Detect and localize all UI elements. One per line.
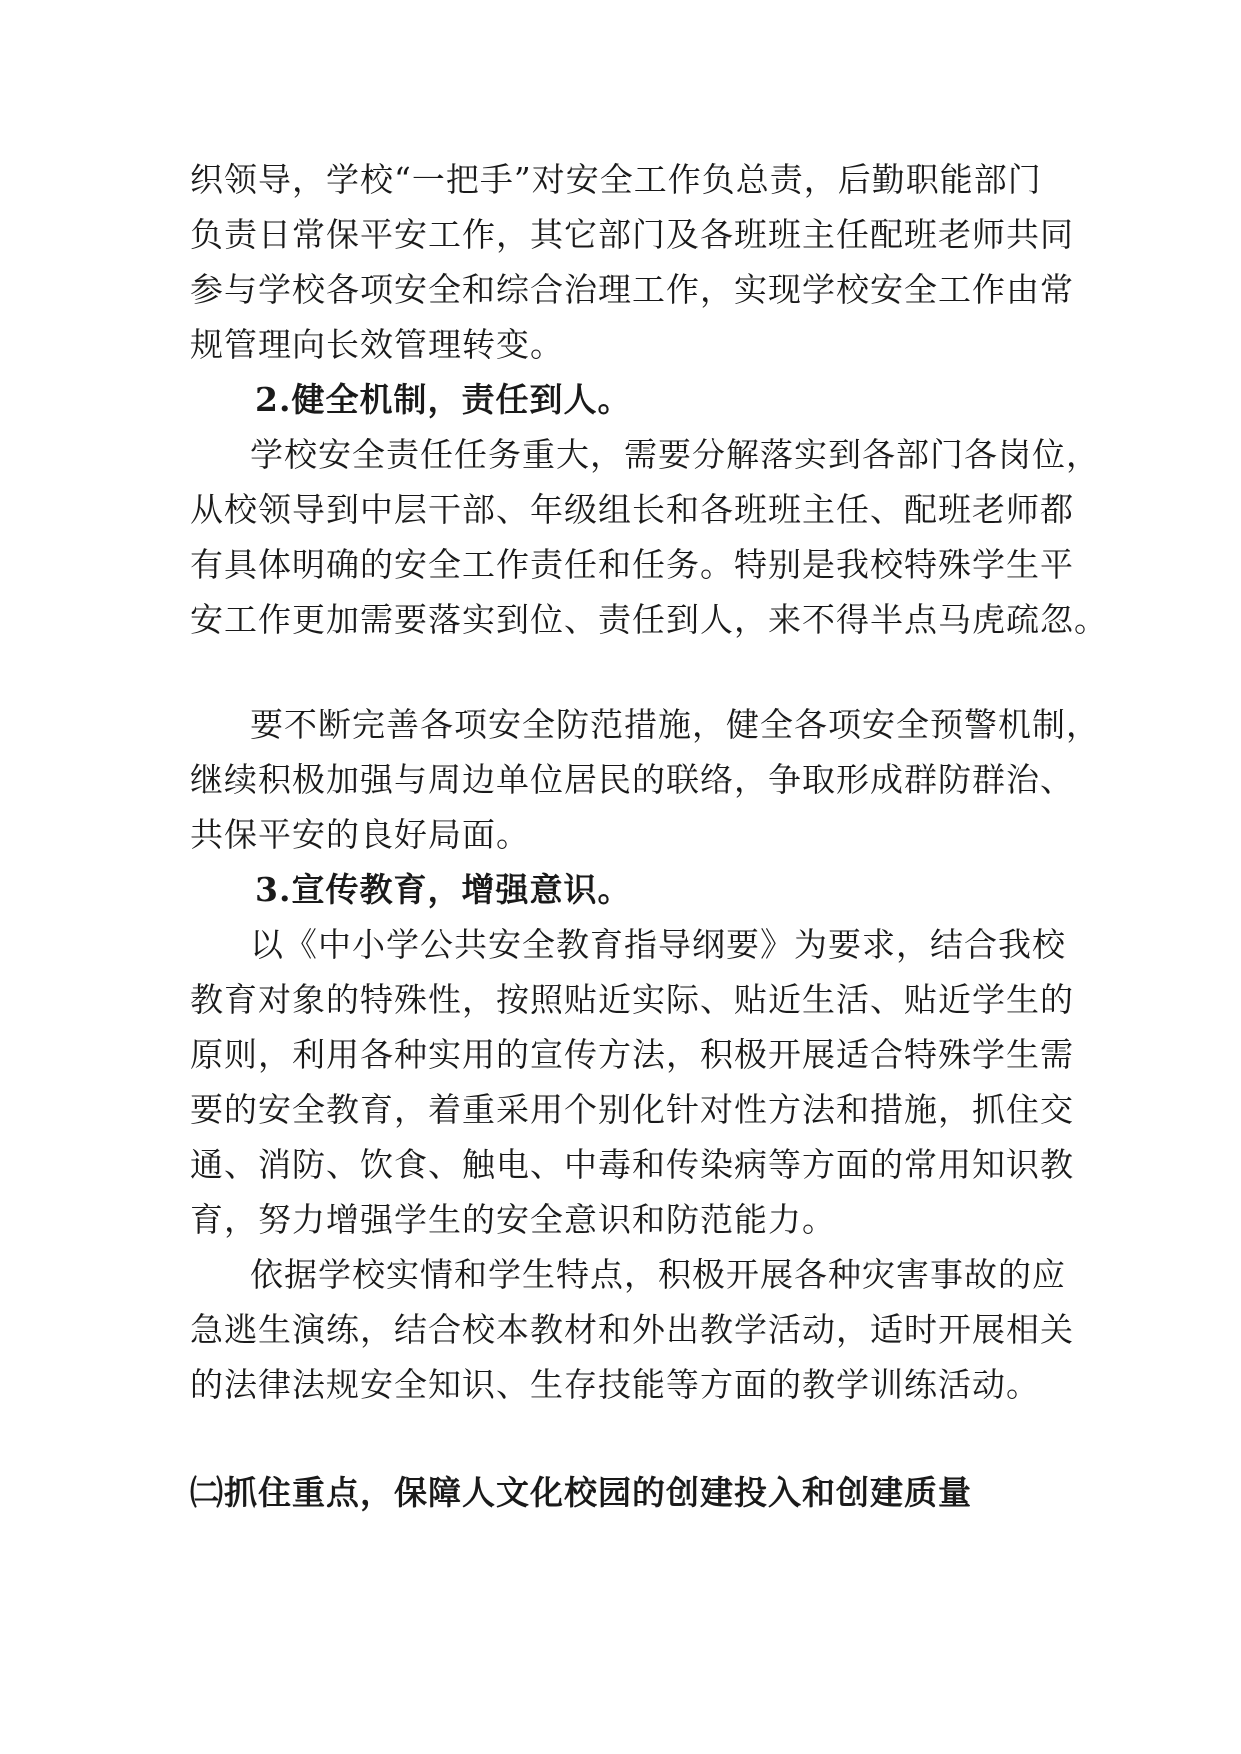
body-line: 织领导，学校“一把手”对安全工作负总责，后勤职能部门 [190, 160, 1042, 199]
body-line: 要的安全教育，着重采用个别化针对性方法和措施，抓住交 [190, 1090, 1074, 1129]
body-line: 原则，利用各种实用的宣传方法，积极开展适合特殊学生需 [190, 1035, 1074, 1074]
section-heading-2: 2.健全机制，责任到人。 [255, 380, 632, 419]
body-line: 参与学校各项安全和综合治理工作，实现学校安全工作由常 [190, 270, 1074, 309]
body-line: 教育对象的特殊性，按照贴近实际、贴近生活、贴近学生的 [190, 980, 1074, 1019]
body-line: 从校领导到中层干部、年级组长和各班班主任、配班老师都 [190, 490, 1074, 529]
body-line: 有具体明确的安全工作责任和任务。特别是我校特殊学生平 [190, 545, 1074, 584]
paragraph-first-line: 要不断完善各项安全防范措施，健全各项安全预警机制， [250, 705, 1100, 744]
body-line: 继续积极加强与周边单位居民的联络，争取形成群防群治、 [190, 760, 1074, 799]
body-line: 规管理向长效管理转变。 [190, 325, 564, 364]
paragraph-first-line: 学校安全责任任务重大，需要分解落实到各部门各岗位， [250, 435, 1100, 474]
body-line: 急逃生演练，结合校本教材和外出教学活动，适时开展相关 [190, 1310, 1074, 1349]
body-line: 负责日常保平安工作，其它部门及各班班主任配班老师共同 [190, 215, 1074, 254]
section-heading-major: ㈡抓住重点，保障人文化校园的创建投入和创建质量 [190, 1473, 972, 1512]
paragraph-first-line: 依据学校实情和学生特点，积极开展各种灾害事故的应 [250, 1255, 1066, 1294]
body-line: 的法律法规安全知识、生存技能等方面的教学训练活动。 [190, 1365, 1040, 1404]
paragraph-first-line: 以《中小学公共安全教育指导纲要》为要求，结合我校 [250, 925, 1066, 964]
body-line: 育，努力增强学生的安全意识和防范能力。 [190, 1200, 836, 1239]
section-heading-3: 3.宣传教育，增强意识。 [255, 870, 632, 909]
body-line: 共保平安的良好局面。 [190, 815, 530, 854]
body-line: 安工作更加需要落实到位、责任到人，来不得半点马虎疏忽。 [190, 600, 1108, 639]
body-line: 通、消防、饮食、触电、中毒和传染病等方面的常用知识教 [190, 1145, 1074, 1184]
